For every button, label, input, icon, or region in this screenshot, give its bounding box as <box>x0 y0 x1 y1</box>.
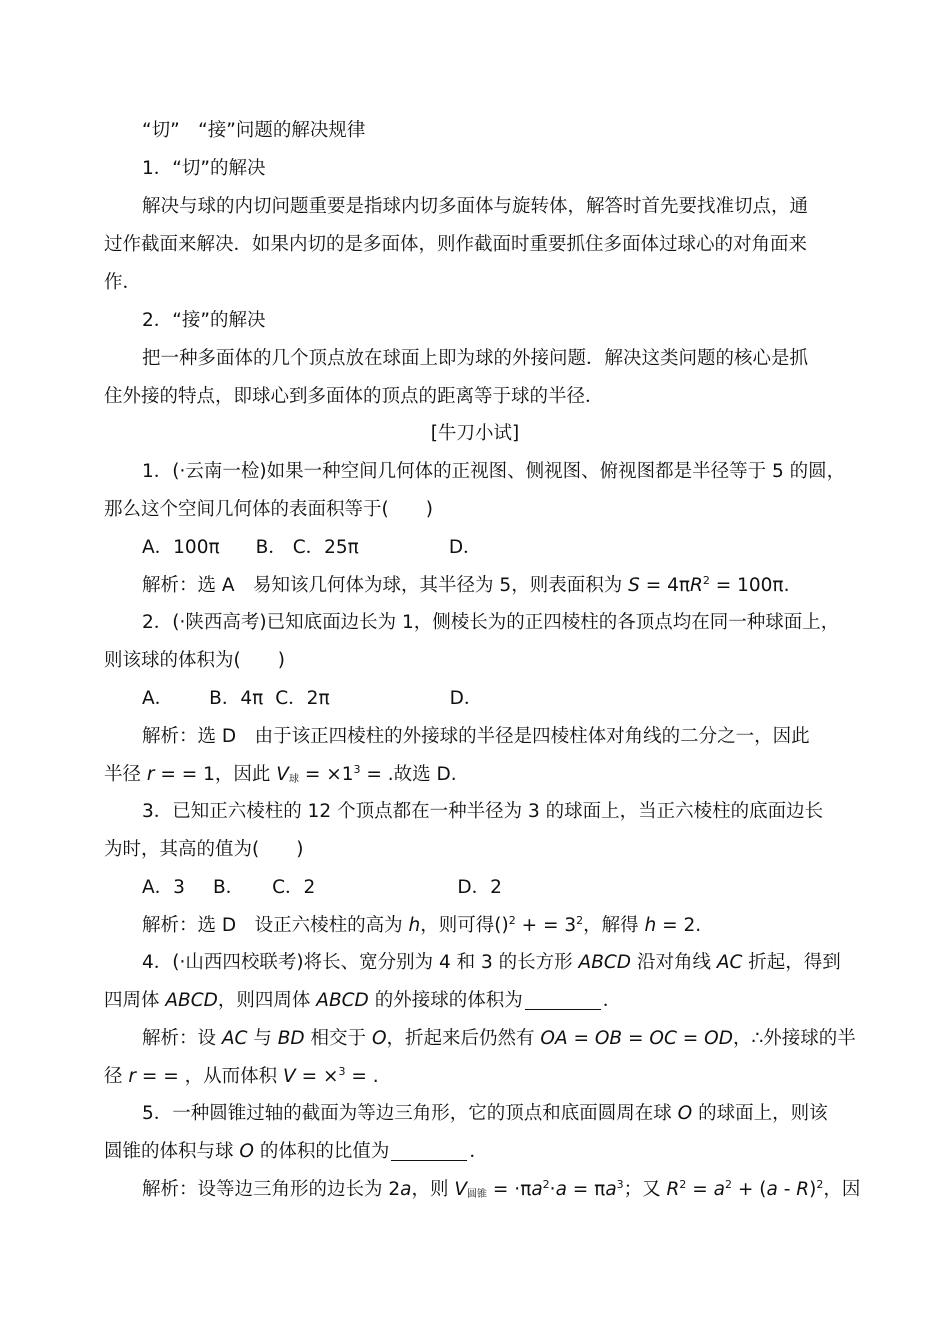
question-4-line: 4．(·山西四校联考)将长、宽分别为 4 和 3 的长方形 ABCD 沿对角线 AC 折起，得到 <box>142 952 841 973</box>
question-1-line: 那么这个空间几何体的表面积等于( ) <box>104 499 433 520</box>
practice-title: [牛刀小试] <box>430 423 520 444</box>
option-b: B．4π <box>209 688 264 709</box>
question-3-line: 3．已知正六棱柱的 12 个顶点都在一种半径为 3 的球面上，当正六棱柱的底面边长 <box>142 801 824 822</box>
question-3-options <box>0 869 950 907</box>
question-2-line: 2．(·陕西高考)已知底面边长为 1，侧棱长为的正四棱柱的各顶点均在同一种球面上， <box>142 612 840 633</box>
section-heading: “切” “接”问题的解决规律 <box>142 120 366 141</box>
question-5-line: 圆锥的体积与球 O 的体积的比值为 ． <box>104 1141 488 1162</box>
question-2-solution: 半径 r = = 1，因此 $V_球 = \times 1^3$ = .故选 D. <box>104 763 457 785</box>
subsection-title-connect: 2．“接”的解决 <box>142 310 266 331</box>
question-5-line: 5．一种圆锥过轴的截面为等边三角形，它的顶点和底面圆周在球 O 的球面上，则该 <box>142 1103 828 1124</box>
option-b: B． <box>255 537 287 558</box>
question-1-solution: 解析：选 A 易知该几何体为球，其半径为 5，则表面积为 $S = 4\pi R^2 = 100\pi$. <box>142 574 790 596</box>
option-d: D． <box>448 537 482 558</box>
subsection-title-cut: 1．“切”的解决 <box>142 158 266 179</box>
question-1-line: 1．(·云南一检)如果一种空间几何体的正视图、侧视图、俯视图都是半径等于 5 的圆， <box>142 461 846 482</box>
option-a: A．3 <box>142 877 185 898</box>
question-2-options <box>0 680 950 718</box>
paragraph-line: 住外接的特点，即球心到多面体的顶点的距离等于球的半径． <box>104 386 604 407</box>
paragraph-line: 过作截面来解决．如果内切的是多面体，则作截面时重要抓住多面体过球心的对角面来 <box>104 234 808 255</box>
question-4-solution: 径 r = = ，从而体积 V = ×$^3$ = . <box>104 1065 379 1087</box>
question-3-solution: 解析：选 D 设正六棱柱的高为 h，则可得()$^2$ + = $3^2$，解得 h = 2. <box>142 914 702 936</box>
option-b: B． <box>212 877 245 898</box>
answer-blank <box>525 989 601 1010</box>
option-c: C．2 <box>272 877 316 898</box>
option-c: C．25π <box>292 537 359 558</box>
option-d: D．2 <box>457 877 502 898</box>
option-a: A． <box>142 688 174 709</box>
question-1-options <box>0 529 950 567</box>
option-d: D． <box>449 688 483 709</box>
question-2-solution: 解析：选 D 由于该正四棱柱的外接球的半径是四棱柱体对角线的二分之一，因此 <box>142 726 810 747</box>
answer-blank <box>391 1140 467 1161</box>
paragraph-line: 把一种多面体的几个顶点放在球面上即为球的外接问题．解决这类问题的核心是抓 <box>142 348 809 369</box>
paragraph-line: 解决与球的内切问题重要是指球内切多面体与旋转体，解答时首先要找准切点，通 <box>142 196 809 217</box>
paragraph-line: 作． <box>104 272 142 293</box>
question-4-solution: 解析：设 AC 与 BD 相交于 O，折起来后仍然有 OA = OB = OC = OD，∴外接球的半 <box>142 1028 856 1049</box>
question-3-line: 为时，其高的值为( ) <box>104 839 304 860</box>
question-2-line: 则该球的体积为( ) <box>104 650 285 671</box>
option-a: A．100π <box>142 537 220 558</box>
question-4-line: 四周体 ABCD，则四周体 ABCD 的外接球的体积为 ． <box>104 990 622 1011</box>
question-5-solution: 解析：设等边三角形的边长为 2a，则 $V_{圆锥} = \cdot\pi a^2\cdot a = \pi a^3$；又 $R^2 = a^2 + (a - R)^2$，因 <box>142 1178 861 1200</box>
option-c: C．2π <box>275 688 330 709</box>
